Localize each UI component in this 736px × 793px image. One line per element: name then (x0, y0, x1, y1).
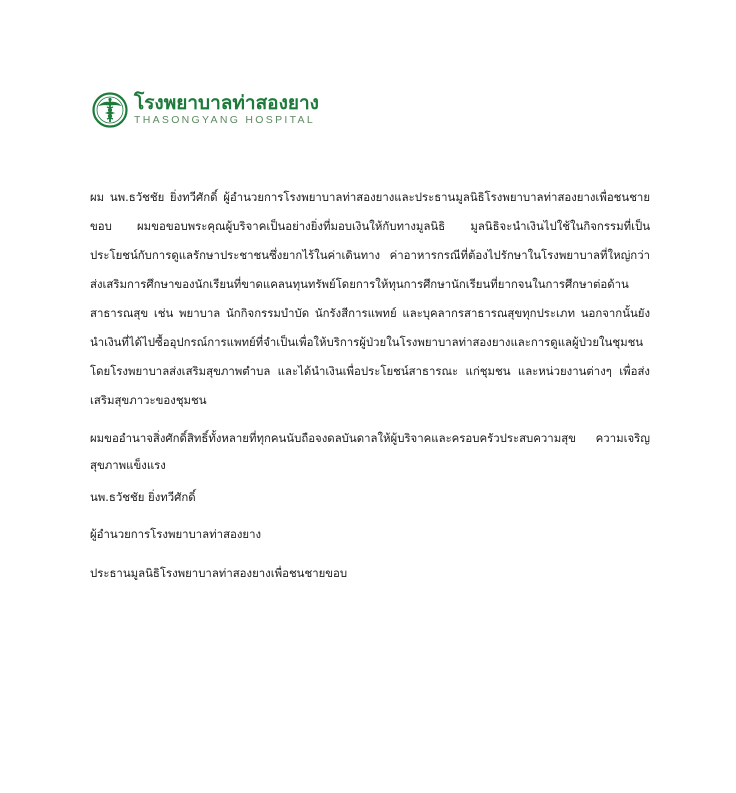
hospital-header (92, 92, 319, 128)
hospital-name-thai: โรงพยาบาลท่าสองยาง (134, 92, 319, 114)
signature-title-director: ผู้อำนวยการโรงพยาบาลท่าสองยาง (90, 527, 262, 541)
hospital-name-english: THASONGYANG HOSPITAL (134, 114, 315, 126)
signature-title-foundation: ประธานมูลนิธิโรงพยาบาลท่าสองยางเพื่อชนชายขอบ (90, 566, 348, 580)
letter-paragraph-2: ผมขออำนาจสิ่งศักดิ์สิทธิ์ทั้งหลายที่ทุกคนนับถือจงดลบันดาลให้ผู้บริจาคและครอบครัวประสบความสุข ความเจริญ สุขภาพแข็งแรง (90, 431, 650, 472)
signature-name: นพ.ธวัชชัย ยิ่งทวีศักดิ์ (90, 490, 196, 504)
letter-body (90, 183, 650, 583)
letter-paragraph-1: ผม นพ.ธวัชชัย ยิ่งทวีศักดิ์ ผู้อำนวยการโรงพยาบาลท่าสองยางและประธานมูลนิธิโรงพยาบาลท่าสองยางเพื่อชนชายขอบ ผมขอขอบพระคุณผู้บริจาคเป็นอย่างยิ่งที่มอบเงินให้กับทางมูลนิธิ มูลนิธิจะนำเงินไปใช้ในกิจกรรมที่เป็นประโยชน์กับการดูแลรักษาประชาชนซึ่งยากไร้ในค่าเดินทาง ค่าอาหารกรณีที่ต้องไปรักษาในโรงพยาบาลที่ใหญ่กว่า ส่งเสริมการศึกษาของนักเรียนที่ขาดแคลนทุนทรัพย์โดยการให้ทุนการศึกษานักเรียนที่ยากจนในการศึกษาต่อด้านสาธารณสุข เช่น พยาบาล นักกิจกรรมบำบัด นักรังสีการแพทย์ และบุคลากรสาธารณสุขทุกประเภท นอกจากนั้นยังนำเงินที่ได้ไปซื้ออุปกรณ์การแพทย์ที่จำเป็นเพื่อให้บริการผู้ป่วยในโรงพยาบาลท่าสองยางและการดูแลผู้ป่วยในชุมชนโดยโรงพยาบาลส่งเสริมสุขภาพตำบล และได้นำเงินเพื่อประโยชน์สาธารณะ แก่ชุมชน และหน่วยงานต่างๆ เพื่อส่งเสริมสุขภาวะของชุมชน (90, 190, 650, 407)
caduceus-emblem-icon (92, 92, 128, 128)
